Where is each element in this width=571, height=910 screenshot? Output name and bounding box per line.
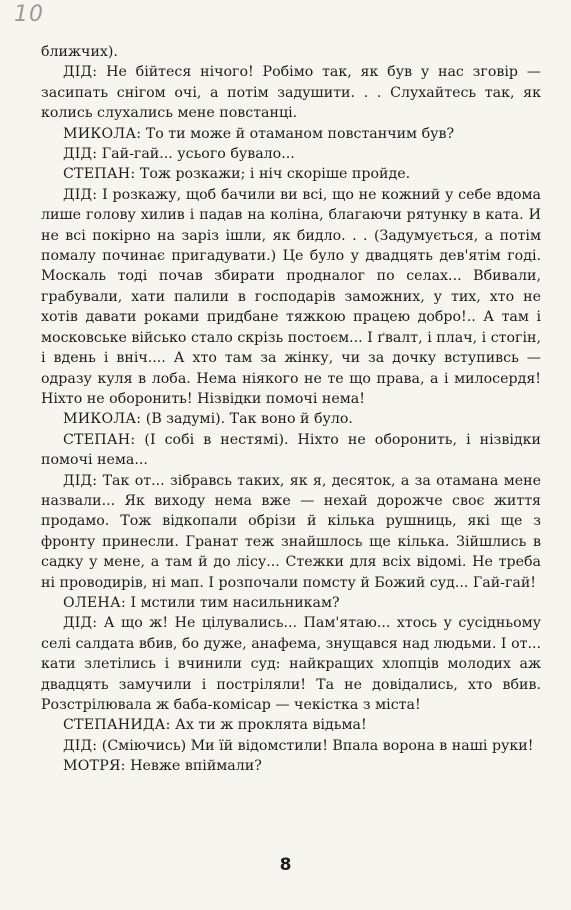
speech-text: Не бійтеся нічого! Робімо так, як був у нас зговір — засипать снігом очі, а потім задушити. . . Слухайтесь так, як колись слухались мене повстанці. xyxy=(41,64,541,122)
paragraph xyxy=(41,185,541,409)
handwritten-page-note: 10 xyxy=(14,2,44,27)
paragraph xyxy=(41,715,541,735)
paragraph xyxy=(41,124,541,144)
speaker-name: ДІД: xyxy=(63,186,98,203)
speech-text: А що ж! Не цілувались... Пам'ятаю... хтось у сусідньому селі салдата вбив, бо дуже, анафема, знущався над людьми. І от... кати злетілись і вчинили суд: найкращих хлопців молодих аж двадцять замучили і постріляли! Та не довідались, хто вбив. Розстрілювала ж баба-комісар — чекістка з міста! xyxy=(41,615,541,713)
page-number: 8 xyxy=(279,855,292,875)
speech-text: (В задумі). Так воно й було. xyxy=(145,411,353,428)
speaker-name: ДІД: xyxy=(63,64,98,81)
speaker-name: СТЕПАН: xyxy=(63,166,136,183)
speech-text: Гай-гай... усього бувало... xyxy=(101,146,295,163)
speaker-name: СТЕПАН: xyxy=(63,431,136,448)
speech-text: Ах ти ж проклята відьма! xyxy=(175,717,367,734)
paragraph xyxy=(41,593,541,613)
speaker-name: МОТРЯ: xyxy=(63,758,126,775)
play-text xyxy=(41,42,541,777)
speaker-name: ДІД: xyxy=(63,737,98,754)
paragraph xyxy=(41,430,541,471)
speaker-name: МИКОЛА: xyxy=(63,411,142,428)
speaker-name: ДІД: xyxy=(63,615,98,632)
speech-text: ближчих). xyxy=(41,44,118,60)
speech-text: (Сміючись) Ми їй відомстили! Впала ворона в наші руки! xyxy=(101,737,534,754)
speaker-name: ДІД: xyxy=(63,472,98,489)
speech-text: (І собі в нестямі). Ніхто не оборонить, і нізвідки помочі нема... xyxy=(41,431,541,469)
paragraph xyxy=(41,42,541,62)
paragraph xyxy=(41,62,541,123)
speaker-name: ДІД: xyxy=(63,146,98,163)
speech-text: Тож розкажи; і ніч скоріше пройде. xyxy=(139,166,411,183)
paragraph xyxy=(41,613,541,715)
speaker-name: ОЛЕНА: xyxy=(63,594,126,611)
paragraph xyxy=(41,144,541,164)
paragraph xyxy=(41,164,541,184)
speech-text: Так от... зібравсь таких, як я, десяток, а за отамана мене назвали... Як виходу нема вже — нехай дорожче своє життя продамо. Тож відкопали обрізи й кілька рушниць, які ще з фронту принесли. Гранат теж знайшлось ще кілька. Зійшлись в садку у мене, а там й до лісу... Стежки для всіх відомі. Не треба ні проводирів, ні мап. І розпочали помсту й Божий суд... Гай-гай! xyxy=(41,472,541,591)
paragraph xyxy=(41,756,541,776)
speech-text: То ти може й отаманом повстанчим був? xyxy=(145,125,455,142)
speaker-name: МИКОЛА: xyxy=(63,125,142,142)
speaker-name: СТЕПАНИДА: xyxy=(63,717,171,734)
paragraph xyxy=(41,736,541,756)
speech-text: Невже впіймали? xyxy=(130,758,262,775)
speech-text: І мстили тим насильникам? xyxy=(130,594,340,611)
paragraph xyxy=(41,471,541,593)
paragraph xyxy=(41,409,541,429)
speech-text: І розкажу, щоб бачили ви всі, що не кожний у себе вдома лише голову хилив і падав на коліна, благаючи рятунку в ката. И не всі покірно на заріз ішли, як бидло. . . (Задумується, а потім помалу починає пригадувати.) Це було у двадцять дев'ятім годі. Москаль тоді почав збирати продналог по селах... Вбивали, грабували, хати палили в господарів заможних, у тих, хто не хотів давати роками придбане тяжкою працею добро!.. А там і московське військо стало скрізь постоєм... І ґвалт, і плач, і стогін, і вдень і вніч.... А хто там за жінку, чи за дочку вступивсь — одразу куля в лоба. Нема ніякого не те що права, а і милосердя! Ніхто не оборонить! Нізвідки помочі нема! xyxy=(41,186,541,407)
